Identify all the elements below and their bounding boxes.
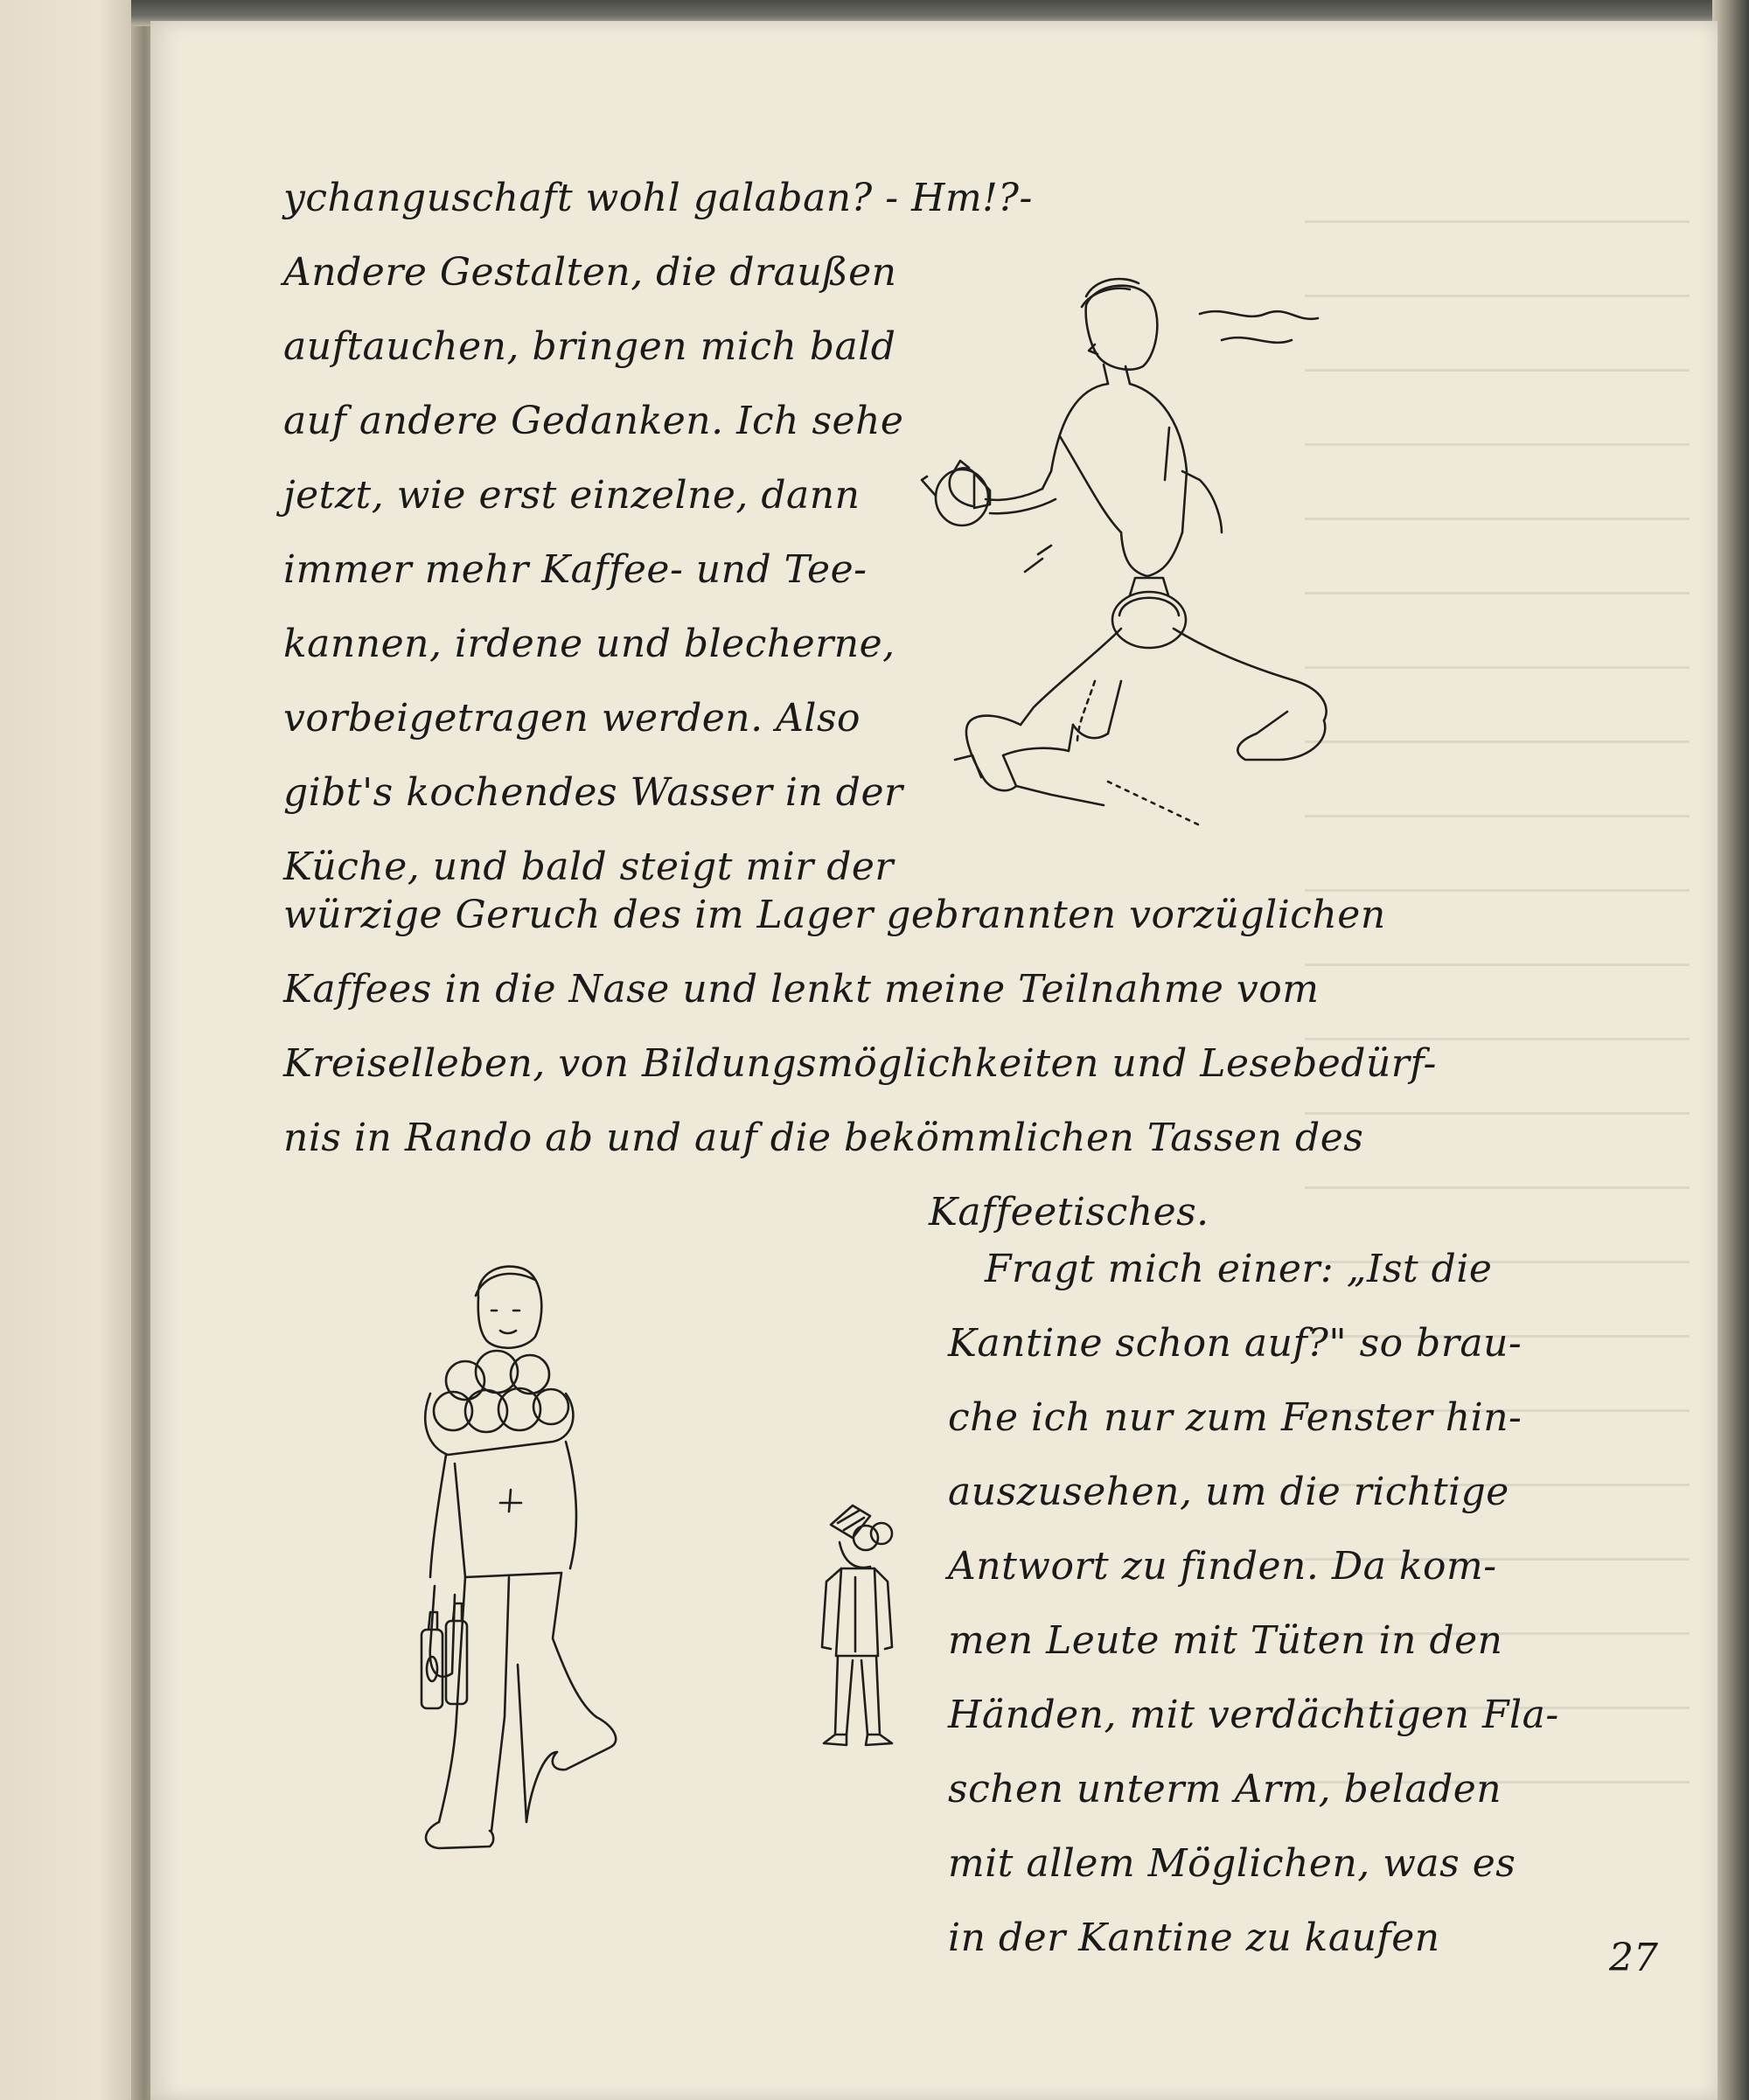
text-line: Kaffees in die Nase und lenkt meine Teilnahme vom bbox=[283, 967, 1320, 1012]
text-block-middle bbox=[283, 878, 1437, 1249]
book-page bbox=[150, 21, 1718, 2100]
page-number: 27 bbox=[1609, 1936, 1658, 1980]
text-line: immer mehr Kaffee- und Tee- bbox=[283, 547, 868, 592]
man-carrying-loaves-and-bottles-illustration bbox=[413, 1262, 640, 1892]
man-carrying-coffee-pots-illustration bbox=[920, 270, 1375, 865]
small-figure-illustration bbox=[805, 1499, 927, 1787]
text-line: ychanguschaft wohl galaban? - Hm!?- bbox=[283, 176, 1033, 220]
text-line: jetzt, wie erst einzelne, dann bbox=[283, 473, 861, 518]
text-line: auszusehen, um die richtige bbox=[948, 1470, 1509, 1514]
text-line: men Leute mit Tüten in den bbox=[948, 1618, 1503, 1663]
text-line: Kaffeetisches. bbox=[929, 1190, 1209, 1234]
text-line: kannen, irdene und blecherne, bbox=[283, 622, 895, 666]
text-block-bottom bbox=[948, 1232, 1559, 1975]
text-line: nis in Rando ab und auf die bekömmlichen Tassen des bbox=[283, 1116, 1364, 1160]
text-line: Andere Gestalten, die draußen bbox=[283, 250, 897, 295]
text-line: mit allem Möglichen, was es bbox=[948, 1841, 1516, 1886]
text-line: auftauchen, bringen mich bald bbox=[283, 324, 896, 369]
text-line: che ich nur zum Fenster hin- bbox=[948, 1395, 1523, 1440]
text-line: Kantine schon auf?" so brau- bbox=[948, 1321, 1523, 1366]
text-line: Händen, mit verdächtigen Fla- bbox=[948, 1693, 1559, 1737]
page-right-edge bbox=[1712, 0, 1749, 2100]
text-line: gibt's kochendes Wasser in der bbox=[283, 770, 903, 815]
text-line: schen unterm Arm, beladen bbox=[948, 1767, 1502, 1811]
text-line: Küche, und bald steigt mir der bbox=[283, 845, 894, 889]
left-page-edge bbox=[0, 0, 140, 2100]
text-line: würzige Geruch des im Lager gebrannten vorzüglichen bbox=[283, 893, 1386, 937]
text-line: auf andere Gedanken. Ich sehe bbox=[283, 399, 904, 443]
text-line: Antwort zu finden. Da kom- bbox=[948, 1544, 1497, 1589]
text-line: Kreiselleben, von Bildungsmöglichkeiten und Lesebedürf- bbox=[283, 1041, 1437, 1086]
text-line: vorbeigetragen werden. Also bbox=[283, 696, 861, 741]
text-line: in der Kantine zu kaufen bbox=[948, 1916, 1440, 1960]
text-line: Fragt mich einer: „Ist die bbox=[985, 1247, 1493, 1291]
